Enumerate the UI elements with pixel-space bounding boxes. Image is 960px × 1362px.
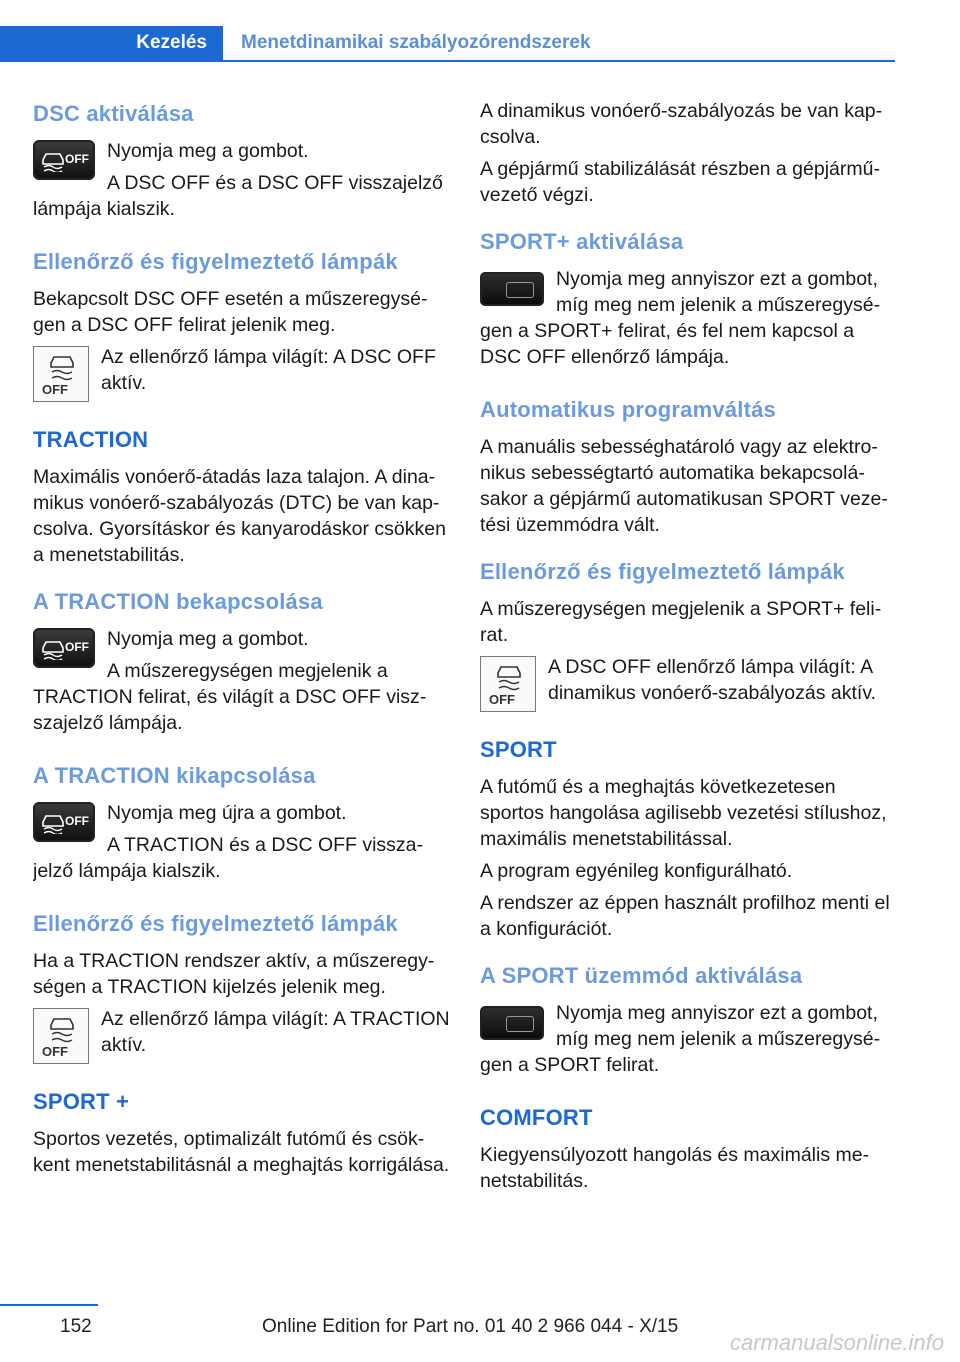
- section-title: SPORT+ aktiválása: [480, 229, 684, 254]
- section-title: Ellenőrző és figyelmeztető lámpák: [480, 559, 845, 584]
- paragraph: Bekapcsolt DSC OFF esetén a műszeregységen a DSC OFF felirat jelenik meg.: [33, 288, 428, 336]
- left-column: [33, 98, 453, 1196]
- icon-paragraph: [33, 800, 453, 890]
- paragraph: Az ellenőrző lámpa világít: A TRACTION aktív.: [101, 1008, 450, 1056]
- traction-lamp-icon: [33, 1008, 89, 1064]
- paragraph: Nyomja meg újra a gombot.: [107, 802, 347, 824]
- header-rule: [0, 60, 895, 62]
- paragraph: A gépjármű stabilizálását részben a gépjárművezető végzi.: [480, 158, 880, 206]
- section-title: SPORT +: [33, 1089, 130, 1114]
- section-title: Ellenőrző és figyelmeztető lámpák: [33, 911, 398, 936]
- paragraph: A műszeregységen megjelenik a SPORT+ felirat.: [480, 598, 882, 646]
- paragraph: Kiegyensúlyozott hangolás és maximális menetstabilitás.: [480, 1144, 870, 1192]
- icon-text: OFF: [65, 814, 89, 828]
- icon-paragraph: [480, 266, 900, 376]
- section-breadcrumb[interactable]: [241, 26, 591, 60]
- paragraph: A futómű és a meghajtás következetesen sportos hangolása agilisebb vezetési stílushoz, maximális menetstabilitással.: [480, 776, 887, 850]
- icon-paragraph: [480, 654, 900, 716]
- section-sport-activation: [480, 960, 900, 1084]
- drive-mode-switch-icon: [480, 1006, 544, 1040]
- section-sport-plus: [33, 1086, 453, 1178]
- section-title: TRACTION: [33, 427, 149, 452]
- section-indicator-lamps-1: [33, 246, 453, 406]
- paragraph: Nyomja meg annyiszor ezt a gombot, míg meg nem jelenik a műszeregységen a SPORT+ felirat, és fel nem kapcsol a DSC OFF ellenőrző lámpája.: [480, 268, 881, 368]
- dsc-off-button-icon: [33, 628, 95, 668]
- section-traction-off: [33, 760, 453, 890]
- dsc-off-lamp-icon: [33, 346, 89, 402]
- dsc-off-button-icon: [33, 140, 95, 180]
- icon-text: OFF: [489, 692, 515, 707]
- section-comfort: [480, 1102, 900, 1194]
- paragraph: Sportos vezetés, optimalizált futómű és csökkent menetstabilitásnál a meghajtás korrigálása.: [33, 1128, 450, 1176]
- drive-mode-switch-icon: [480, 272, 544, 306]
- paragraph: A DSC OFF és a DSC OFF visszajelző lámpája kialszik.: [33, 172, 443, 220]
- paragraph: Nyomja meg a gombot.: [107, 140, 309, 162]
- section-title: Automatikus programváltás: [480, 397, 776, 422]
- section-auto-program: [480, 394, 900, 538]
- section-traction: [33, 424, 453, 568]
- icon-paragraph: [33, 1006, 453, 1068]
- paragraph: A program egyénileg konfigurálható.: [480, 860, 793, 882]
- icon-paragraph: [33, 344, 453, 406]
- section-indicator-lamps-3: [480, 556, 900, 716]
- chapter-tab-label: Kezelés: [136, 32, 207, 53]
- watermark: carmanualsonline.info: [729, 1330, 944, 1355]
- icon-paragraph: [33, 138, 453, 228]
- page-header: [0, 26, 895, 62]
- section-intro: [480, 98, 900, 208]
- paragraph: A dinamikus vonóerő-szabályozás be van kapcsolva.: [480, 100, 883, 148]
- section-title: SPORT: [480, 737, 557, 762]
- paragraph: Az ellenőrző lámpa világít: A DSC OFF aktív.: [101, 346, 436, 394]
- section-traction-on: [33, 586, 453, 742]
- section-dsc-activation: [33, 98, 453, 228]
- paragraph: Maximális vonóerő-átadás laza talajon. A dinamikus vonóerő-szabályozás (DTC) be van kapcsolva. Gyorsításkor és kanyarodáskor csökken a menetstabilitás.: [33, 466, 446, 566]
- right-column: [480, 98, 900, 1212]
- paragraph: A rendszer az éppen használt profilhoz menti el a konfigurációt.: [480, 892, 890, 940]
- section-title: A SPORT üzemmód aktiválása: [480, 963, 803, 988]
- section-breadcrumb-label: Menetdinamikai szabályozórendszerek: [241, 32, 591, 53]
- page-number: 152: [60, 1316, 92, 1337]
- icon-paragraph: [33, 626, 453, 742]
- icon-text: OFF: [42, 1044, 68, 1059]
- dsc-off-lamp-icon: [480, 656, 536, 712]
- section-sport-plus-activation: [480, 226, 900, 376]
- footer-rule: [0, 1304, 98, 1306]
- paragraph: A TRACTION és a DSC OFF visszajelző lámpája kialszik.: [33, 834, 424, 882]
- section-title: DSC aktiválása: [33, 101, 194, 126]
- section-sport: [480, 734, 900, 942]
- paragraph: Nyomja meg a gombot.: [107, 628, 309, 650]
- icon-text: OFF: [42, 382, 68, 397]
- chapter-tab[interactable]: [0, 26, 223, 60]
- section-title: COMFORT: [480, 1105, 593, 1130]
- paragraph: Nyomja meg annyiszor ezt a gombot, míg meg nem jelenik a műszeregységen a SPORT felirat.: [480, 1002, 881, 1076]
- section-title: Ellenőrző és figyelmeztető lámpák: [33, 249, 398, 274]
- section-title: A TRACTION bekapcsolása: [33, 589, 323, 614]
- paragraph: Ha a TRACTION rendszer aktív, a műszeregységen a TRACTION kijelzés jelenik meg.: [33, 950, 435, 998]
- icon-text: OFF: [65, 640, 89, 654]
- dsc-off-button-icon: [33, 802, 95, 842]
- paragraph: A DSC OFF ellenőrző lámpa világít: A dinamikus vonóerő-szabályozás aktív.: [548, 656, 877, 704]
- paragraph: A manuális sebességhatároló vagy az elektronikus sebességtartó automatika bekapcsolásakor a gépjármű automatikusan SPORT vezetési üzemmódra vált.: [480, 436, 888, 536]
- icon-paragraph: [480, 1000, 900, 1084]
- section-title: A TRACTION kikapcsolása: [33, 763, 316, 788]
- paragraph: A műszeregységen megjelenik a TRACTION felirat, és világít a DSC OFF viszszajelző lámpája.: [33, 660, 427, 734]
- section-indicator-lamps-2: [33, 908, 453, 1068]
- edition-text: Online Edition for Part no. 01 40 2 966 044 - X/15: [262, 1316, 679, 1337]
- icon-text: OFF: [65, 152, 89, 166]
